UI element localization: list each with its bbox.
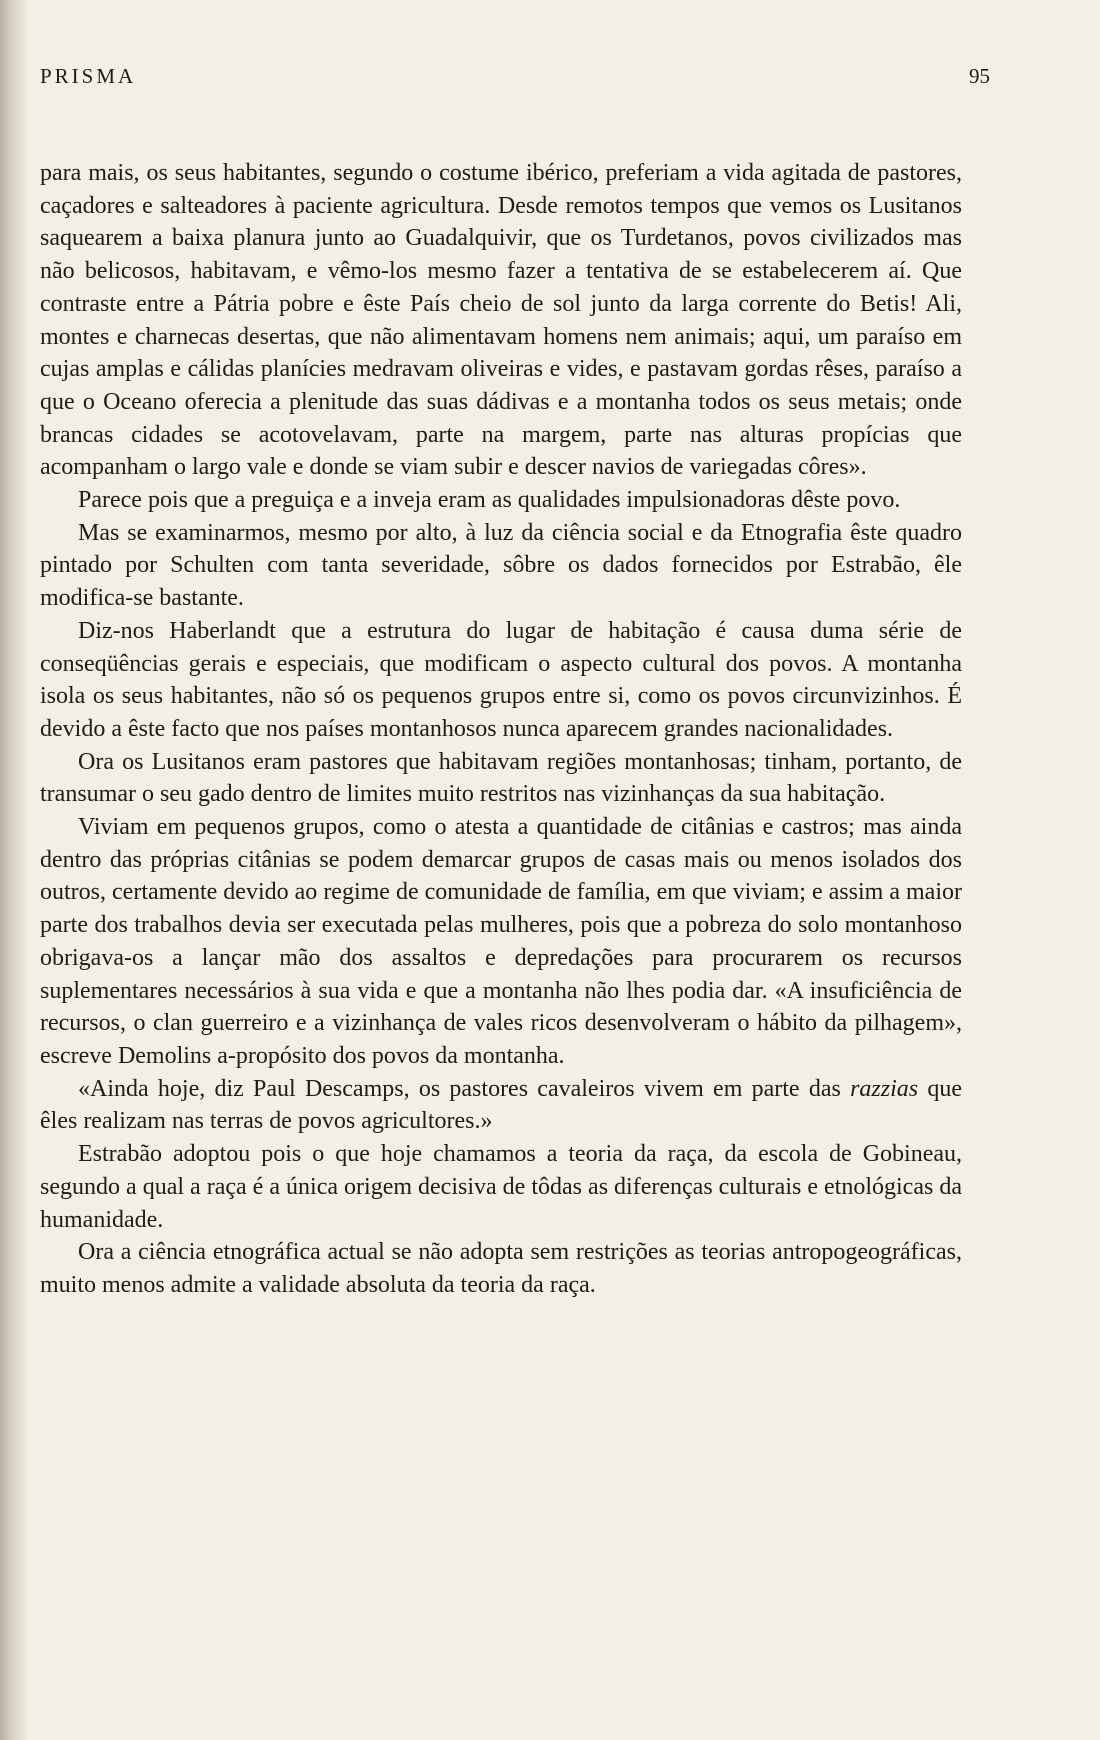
paragraph (40, 1236, 962, 1301)
paragraph-text: Viviam em pequenos grupos, como o atesta a quantidade de citânias e castros; mas ainda dentro das próprias citânias se podem demarcar grupos de casas mais ou menos isolados dos outros, certamente devido ao regime de comunidade de família, em que viviam; e assim a maior parte dos trabalhos devia ser executada pelas mulheres, pois que a pobreza do solo montanhoso obrigava-os a lançar mão dos assaltos e depredações para procurarem os recursos suplementares necessários à sua vida e que a montanha não lhes podia dar. «A insuficiência de recursos, o clan guerreiro e a vizinhança de vales ricos desenvolveram o hábito da pilhagem», escreve Demolins a-propósito dos povos da montanha. (40, 814, 962, 1069)
italic-term: razzias (850, 1075, 919, 1102)
running-title: PRISMA (40, 64, 137, 88)
paragraph (40, 1073, 962, 1138)
paragraph-text: Estrabão adoptou pois o que hoje chamamos a teoria da raça, da escola de Gobineau, segundo a qual a raça é a única origem decisiva de tôdas as diferenças culturais e etnológicas da humanidade. (40, 1141, 962, 1233)
paragraph-text: Mas se examinarmos, mesmo por alto, à luz da ciência social e da Etnografia êste quadro pintado por Schulten com tanta severidade, sôbre os dados fornecidos por Estrabão, êle modifica-se bastante. (40, 519, 962, 612)
body-text (40, 157, 962, 1302)
paragraph-text: que êles realizam nas terras de povos agricultores.» (40, 1075, 963, 1135)
paragraph (40, 157, 962, 484)
paragraph-text: Parece pois que a preguiça e a inveja eram as qualidades impulsionadoras dêste povo. (78, 487, 901, 514)
paragraph-text: Ora a ciência etnográfica actual se não adopta sem restrições as teorias antropogeográficas, muito menos admite a validade absoluta da teoria da raça. (40, 1239, 962, 1298)
paragraph-text: Diz-nos Haberlandt que a estrutura do lugar de habitação é causa duma série de conseqüências gerais e especiais, que modificam o aspecto cultural dos povos. A montanha isola os seus habitantes, não só os pequenos grupos entre si, como os povos circunvizinhos. É devido a êste facto que nos países montanhosos nunca aparecem grandes nacionalidades. (40, 617, 962, 742)
page-gutter-shadow (0, 0, 26, 1740)
paragraph (40, 517, 962, 615)
paragraph (40, 484, 962, 517)
running-header (40, 64, 990, 89)
paragraph-text: Ora os Lusitanos eram pastores que habitavam regiões montanhosas; tinham, portanto, de transumar o seu gado dentro de limites muito restritos nas vizinhanças da sua habitação. (40, 748, 962, 808)
book-page (40, 0, 1060, 1740)
paragraph (40, 1138, 962, 1236)
paragraph-text: «Ainda hoje, diz Paul Descamps, os pastores cavaleiros vivem em parte das (78, 1075, 851, 1102)
paragraph (40, 615, 962, 746)
paragraph (40, 811, 962, 1073)
paragraph-text: para mais, os seus habitantes, segundo o costume ibérico, preferiam a vida agitada de pastores, caçadores e salteadores à paciente agricultura. Desde remotos tempos que vemos os Lusitanos saquearem a baixa planura junto ao Guadalquivir, que os Turdetanos, povos civilizados mas não belicosos, habitavam, e vêmo-los mesmo fazer a tentativa de se estabelecerem aí. Que contraste entre a Pátria pobre e êste País cheio de sol junto da larga corrente do Betis! Ali, montes e charnecas desertas, que não alimentavam homens nem animais; aqui, um paraíso em cujas amplas e cálidas planícies medravam oliveiras e vides, e pastavam gordas rêses, paraíso a que o Oceano oferecia a plenitude das suas dádivas e a montanha todos os seus metais; onde brancas cidades se acotovelavam, parte na margem, parte nas alturas propícias que acompanham o largo vale e donde se viam subir e descer navios de variegadas côres». (40, 160, 962, 481)
page-number: 95 (969, 64, 990, 88)
paragraph (40, 746, 962, 811)
